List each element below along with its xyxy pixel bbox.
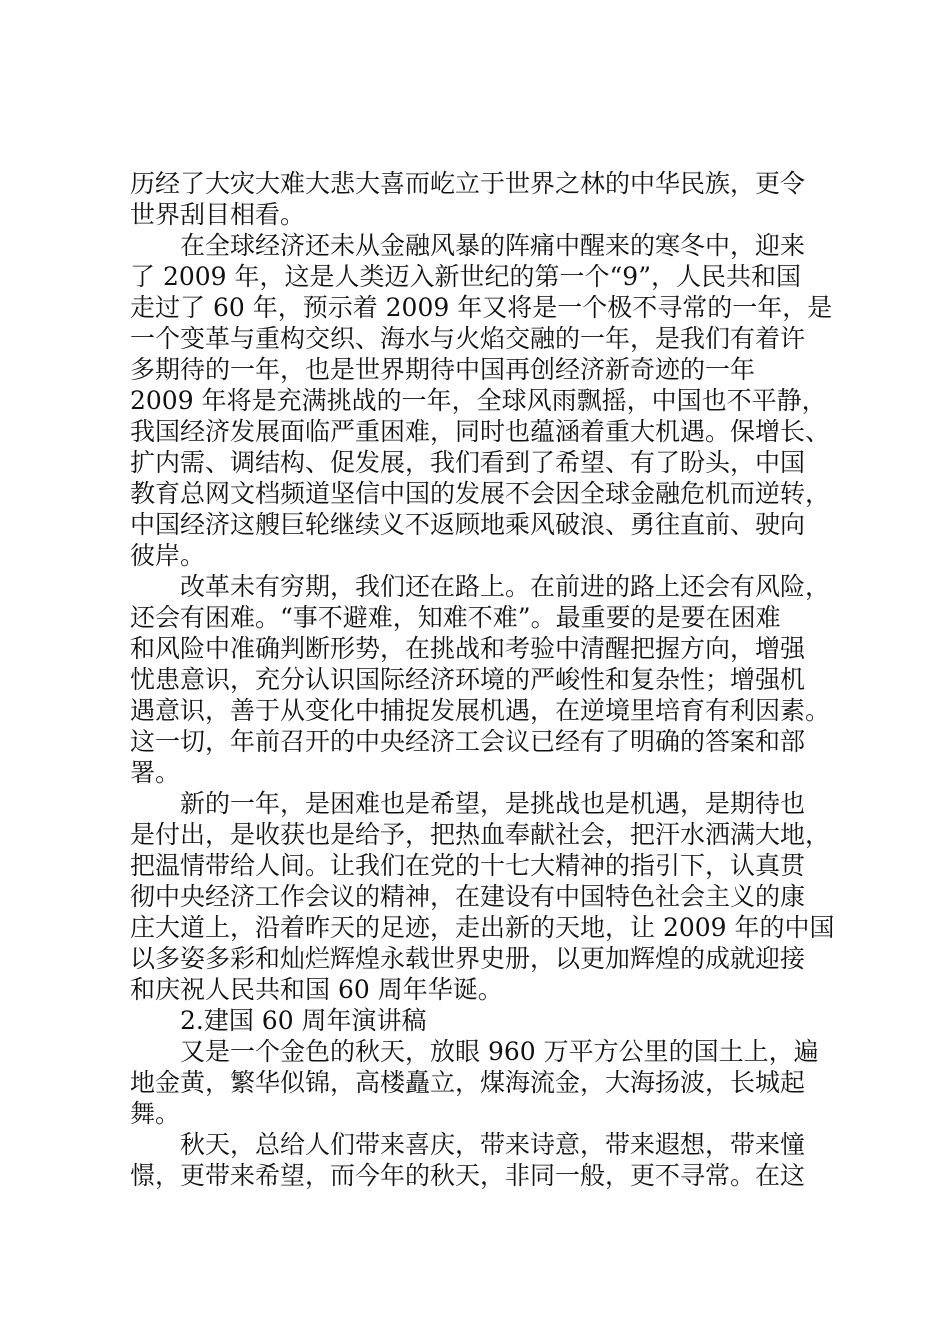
text-line: 和风险中准确判断形势，在挑战和考验中清醒把握方向，增强: [130, 634, 806, 663]
section-heading: [130, 1005, 830, 1036]
text-line: 又是一个金色的秋天，放眼 960 万平方公里的国土上，遍: [180, 1037, 819, 1066]
text-line: 秋天，总给人们带来喜庆，带来诗意，带来遐想，带来憧: [180, 1130, 806, 1159]
text-line: 地金黄，繁华似锦，高楼矗立，煤海流金，大海扬波，长城起: [130, 1068, 806, 1097]
text-line: 多期待的一年，也是世界期待中国再创经济新奇迹的一年: [130, 355, 756, 384]
text-line: 遇意识，善于从变化中捕捉发展机遇，在逆境里培育有利因素。: [130, 696, 831, 725]
text-line: 彼岸。: [130, 541, 206, 570]
text-line: 是付出，是收获也是给予，把热血奉献社会，把汗水洒满大地，: [130, 820, 831, 849]
text-line: 我国经济发展面临严重困难，同时也蕴涵着重大机遇。保增长、: [130, 417, 831, 446]
text-line: 走过了 60 年，预示着 2009 年又将是一个极不寻常的一年，是: [130, 293, 833, 322]
text-line: 历经了大灾大难大悲大喜而屹立于世界之林的中华民族，更令: [130, 169, 806, 198]
text-line: 扩内需、调结构、促发展，我们看到了希望、有了盼头，中国: [130, 448, 806, 477]
text-line: 新的一年，是困难也是希望，是挑战也是机遇，是期待也: [180, 789, 806, 818]
text-line: 把温情带给人间。让我们在党的十七大精神的指引下，认真贯: [130, 851, 806, 880]
paragraph-1: [130, 168, 830, 230]
heading-line: 2.建国 60 周年演讲稿: [180, 1006, 427, 1035]
text-line: 这一切，年前召开的中央经济工会议已经有了明确的答案和部: [130, 727, 806, 756]
document-page: [130, 168, 835, 1191]
text-line: 彻中央经济工作会议的精神，在建设有中国特色社会主义的康: [130, 882, 806, 911]
text-line: 还会有困难。“事不避难，知难不难”。最重要的是要在困难: [130, 603, 781, 632]
text-line: 舞。: [130, 1099, 181, 1128]
text-line: 庄大道上，沿着昨天的足迹，走出新的天地，让 2009 年的中国: [130, 913, 835, 942]
paragraph-5: [130, 1036, 830, 1129]
paragraph-3: [130, 571, 830, 788]
text-line: 2009 年将是充满挑战的一年，全球风雨飘摇，中国也不平静，: [130, 386, 827, 415]
text-line: 署。: [130, 758, 181, 787]
paragraph-2: [130, 230, 833, 571]
text-line: 教育总网文档频道坚信中国的发展不会因全球金融危机而逆转，: [130, 479, 831, 508]
text-line: 忧患意识，充分认识国际经济环境的严峻性和复杂性；增强机: [130, 665, 806, 694]
paragraph-6: [130, 1129, 830, 1191]
text-line: 了 2009 年，这是人类迈入新世纪的第一个“9”，人民共和国: [130, 262, 801, 291]
text-line: 中国经济这艘巨轮继续义不返顾地乘风破浪、勇往直前、驶向: [130, 510, 806, 539]
text-line: 改革未有穷期，我们还在路上。在前进的路上还会有风险，: [180, 572, 831, 601]
text-line: 以多姿多彩和灿烂辉煌永载世界史册，以更加辉煌的成就迎接: [130, 944, 806, 973]
text-line: 憬，更带来希望，而今年的秋天，非同一般，更不寻常。在这: [130, 1161, 806, 1190]
text-line: 和庆祝人民共和国 60 周年华诞。: [130, 975, 503, 1004]
text-line: 在全球经济还未从金融风暴的阵痛中醒来的寒冬中，迎来: [180, 231, 806, 260]
text-line: 世界刮目相看。: [130, 200, 306, 229]
paragraph-4: [130, 788, 835, 1005]
text-line: 一个变革与重构交织、海水与火焰交融的一年，是我们有着许: [130, 324, 806, 353]
